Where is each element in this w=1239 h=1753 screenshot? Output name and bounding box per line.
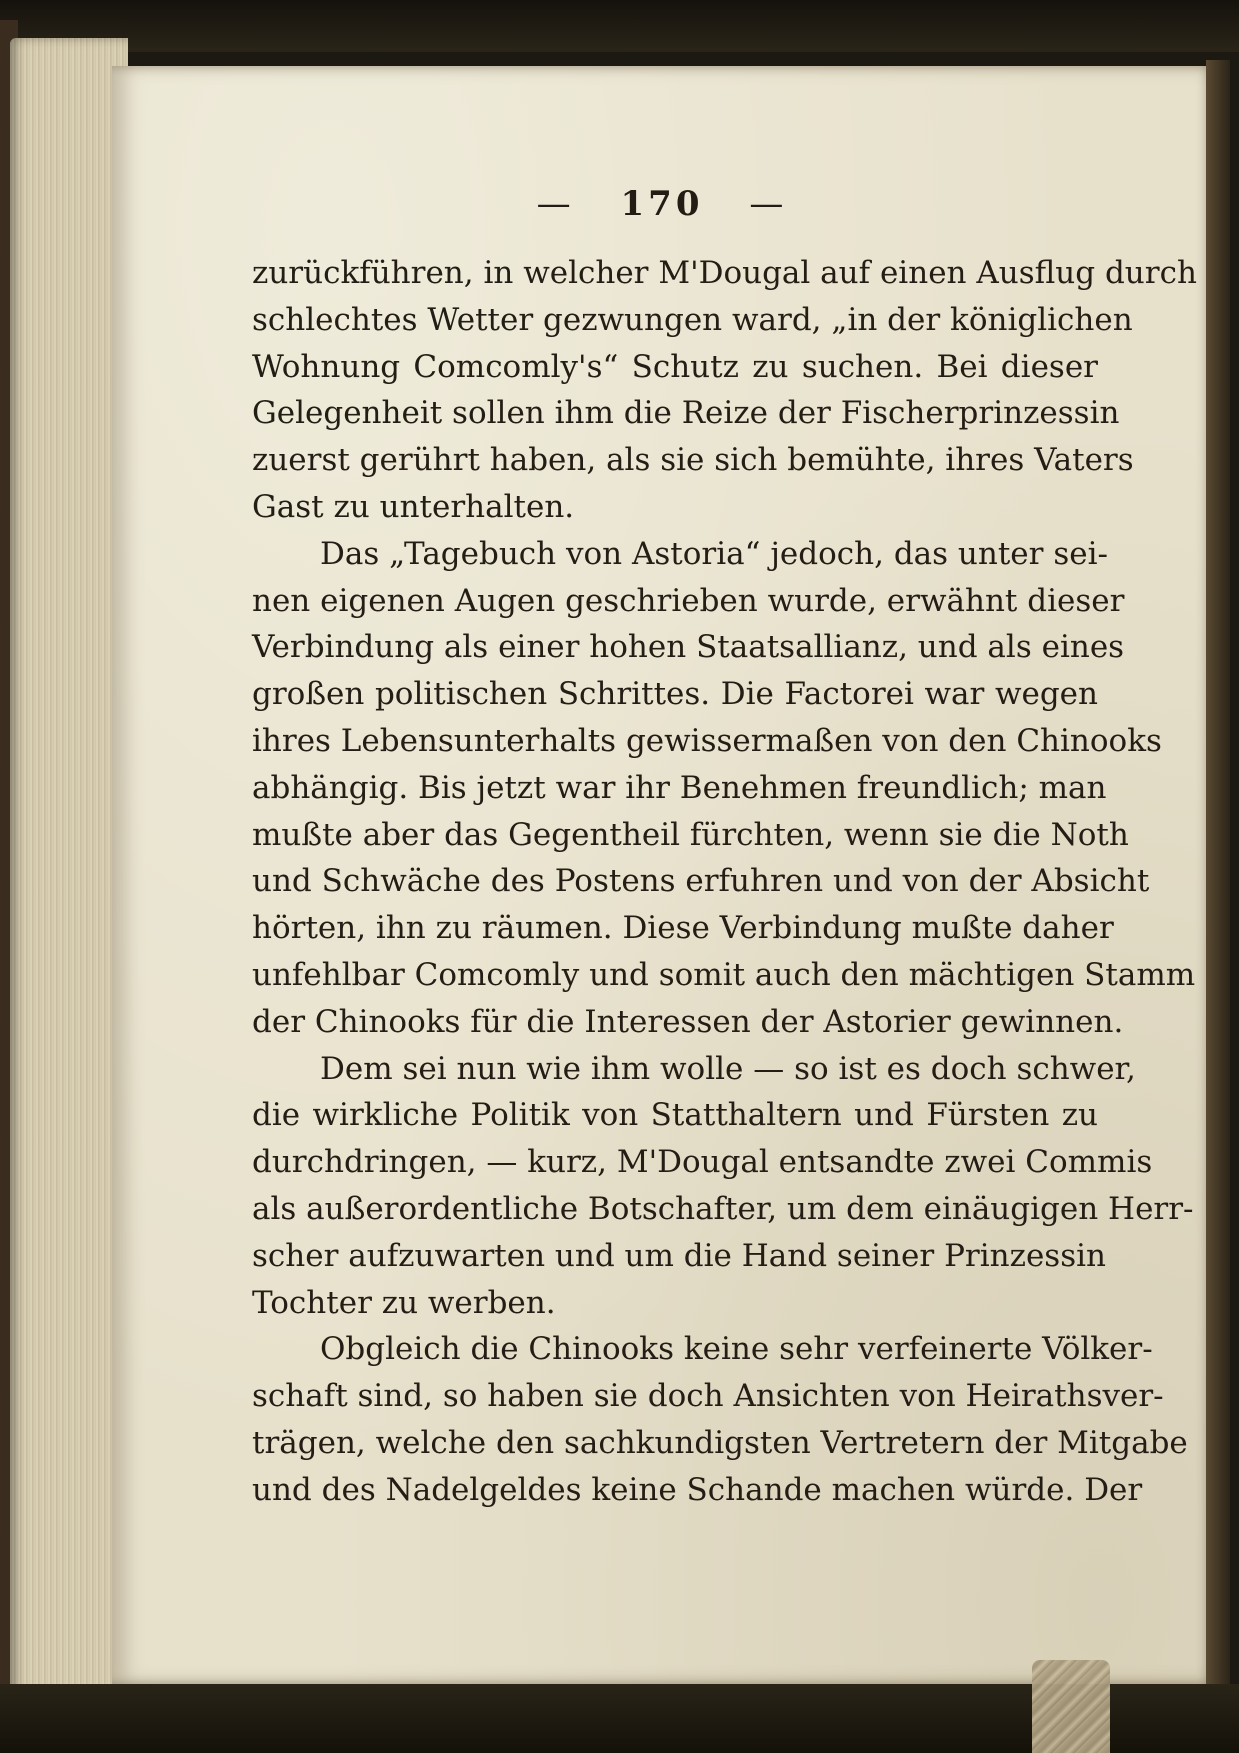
text-line: großen politischen Schrittes. Die Factorei war wegen xyxy=(252,676,1098,713)
book-cover-top xyxy=(0,0,1239,52)
text-line: abhängig. Bis jetzt war ihr Benehmen freundlich; man xyxy=(252,769,1107,806)
text-line: Gast zu unterhalten. xyxy=(252,488,575,525)
text-line: Verbindung als einer hohen Staatsallianz, und als eines xyxy=(252,629,1125,666)
text-line: der Chinooks für die Interessen der Astorier gewinnen. xyxy=(252,1003,1124,1040)
text-line: Tochter zu werben. xyxy=(252,1284,556,1321)
page-edges xyxy=(10,38,128,1698)
book-gutter xyxy=(1206,60,1230,1690)
header-dash-right: — xyxy=(749,184,788,224)
bookmark-ribbon xyxy=(1032,1660,1110,1753)
text-line: und Schwäche des Postens erfuhren und von der Absicht xyxy=(252,863,1150,900)
body-text xyxy=(252,250,1197,1514)
page-number: 170 xyxy=(620,184,704,224)
paragraph-start: Das „Tagebuch von Astoria“ jedoch, das unter sei- xyxy=(320,535,1108,572)
text-line: schaft sind, so haben sie doch Ansichten von Heirathsver- xyxy=(252,1378,1164,1415)
text-line: zurückführen, in welcher M'Dougal auf einen Ausflug durch xyxy=(252,255,1197,291)
text-line: die wirkliche Politik von Statthaltern und Fürsten zu xyxy=(252,1097,1098,1134)
text-line: Gelegenheit sollen ihm die Reize der Fischerprinzessin xyxy=(252,395,1120,432)
text-line: nen eigenen Augen geschrieben wurde, erwähnt dieser xyxy=(252,582,1125,619)
text-line: und des Nadelgeldes keine Schande machen würde. Der xyxy=(252,1471,1143,1508)
header-dash-left: — xyxy=(536,184,575,224)
text-line: hörten, ihn zu räumen. Diese Verbindung mußte daher xyxy=(252,910,1114,947)
text-line: ihres Lebensunterhalts gewissermaßen von den Chinooks xyxy=(252,722,1162,759)
paragraph-start: Dem sei nun wie ihm wolle — so ist es doch schwer, xyxy=(320,1050,1136,1087)
text-line: Wohnung Comcomly's“ Schutz zu suchen. Bei dieser xyxy=(252,348,1098,385)
page-header xyxy=(112,184,1212,224)
text-line: durchdringen, — kurz, M'Dougal entsandte zwei Commis xyxy=(252,1144,1153,1181)
text-line: scher aufzuwarten und um die Hand seiner Prinzessin xyxy=(252,1237,1106,1274)
text-line: unfehlbar Comcomly und somit auch den mächtigen Stamm xyxy=(252,956,1196,993)
text-line: zuerst gerührt haben, als sie sich bemühte, ihres Vaters xyxy=(252,442,1134,479)
text-line: mußte aber das Gegentheil fürchten, wenn sie die Noth xyxy=(252,816,1129,853)
paragraph-start: Obgleich die Chinooks keine sehr verfeinerte Völker- xyxy=(320,1331,1153,1368)
text-line: schlechtes Wetter gezwungen ward, „in der königlichen xyxy=(252,301,1133,338)
text-line: als außerordentliche Botschafter, um dem einäugigen Herr- xyxy=(252,1190,1194,1227)
text-line: trägen, welche den sachkundigsten Vertretern der Mitgabe xyxy=(252,1424,1188,1461)
